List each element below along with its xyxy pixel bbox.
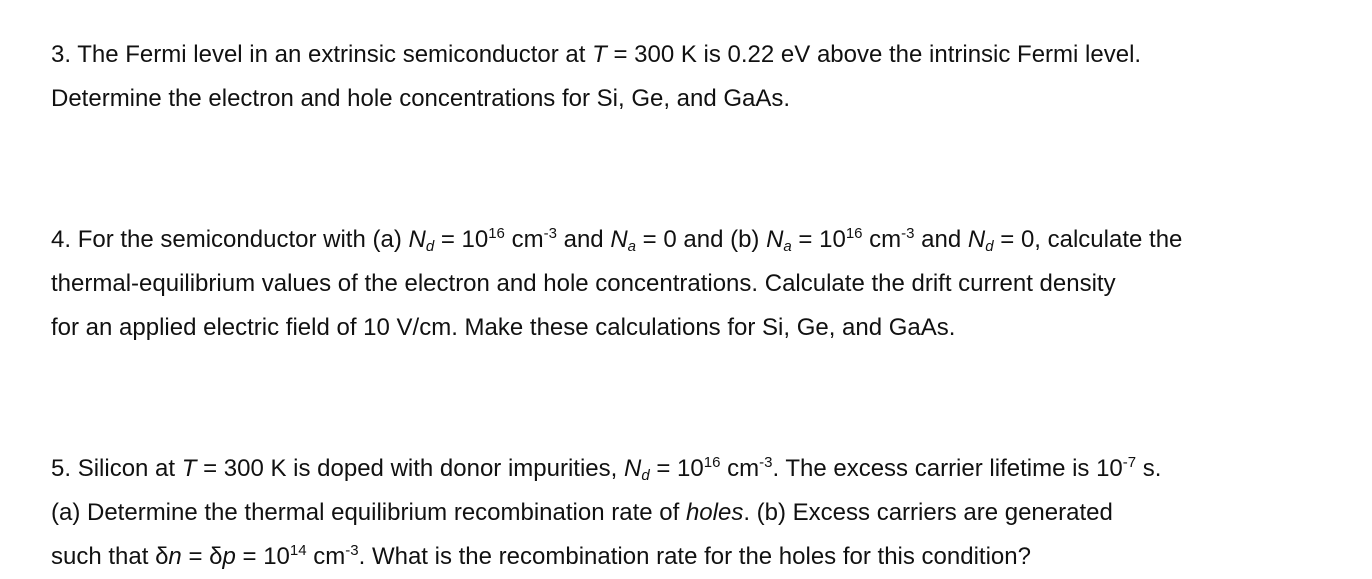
problem-4 <box>51 218 1372 350</box>
problem-number: 4. <box>51 226 72 253</box>
problem-5-line-1: 5. Silicon at T = 300 K is doped with donor impurities, $N_d = 10^{16}$ $cm^{-3}$. The excess carrier lifetime is $10^{-7}$ s. <box>51 454 1162 484</box>
problem-number: 3. <box>51 41 72 68</box>
problem-number: 5. <box>51 455 72 482</box>
problem-5-line-2: (a) Determine the thermal equilibrium recombination rate of holes. (b) Excess carriers are generated <box>51 499 1113 526</box>
problem-4-line-1: 4. For the semiconductor with (a) $N_d = 10^{16}$ $cm^{-3}$ and $N_a = 0$ and (b) $N_a = 10^{16}$ $cm^{-3}$ and $N_d = 0$, calculate the <box>51 225 1183 255</box>
problem-5-line-3: such that $\delta n = \delta p = 10^{14}$ $cm^{-3}$. What is the recombination rate for the holes for this condition? <box>51 542 1031 570</box>
problem-4-line-3: for an applied electric field of 10 V/cm. Make these calculations for Si, Ge, and GaAs. <box>51 314 956 341</box>
problem-4-line-2: thermal-equilibrium values of the electron and hole concentrations. Calculate the drift current density <box>51 270 1116 297</box>
problem-3 <box>51 33 1372 121</box>
problem-3-line-2: Determine the electron and hole concentrations for Si, Ge, and GaAs. <box>51 85 791 112</box>
problem-3-line-1: 3. The Fermi level in an extrinsic semiconductor at T = 300 K is 0.22 eV above the intrinsic Fermi level. <box>51 41 1142 68</box>
problem-5 <box>51 447 1372 579</box>
